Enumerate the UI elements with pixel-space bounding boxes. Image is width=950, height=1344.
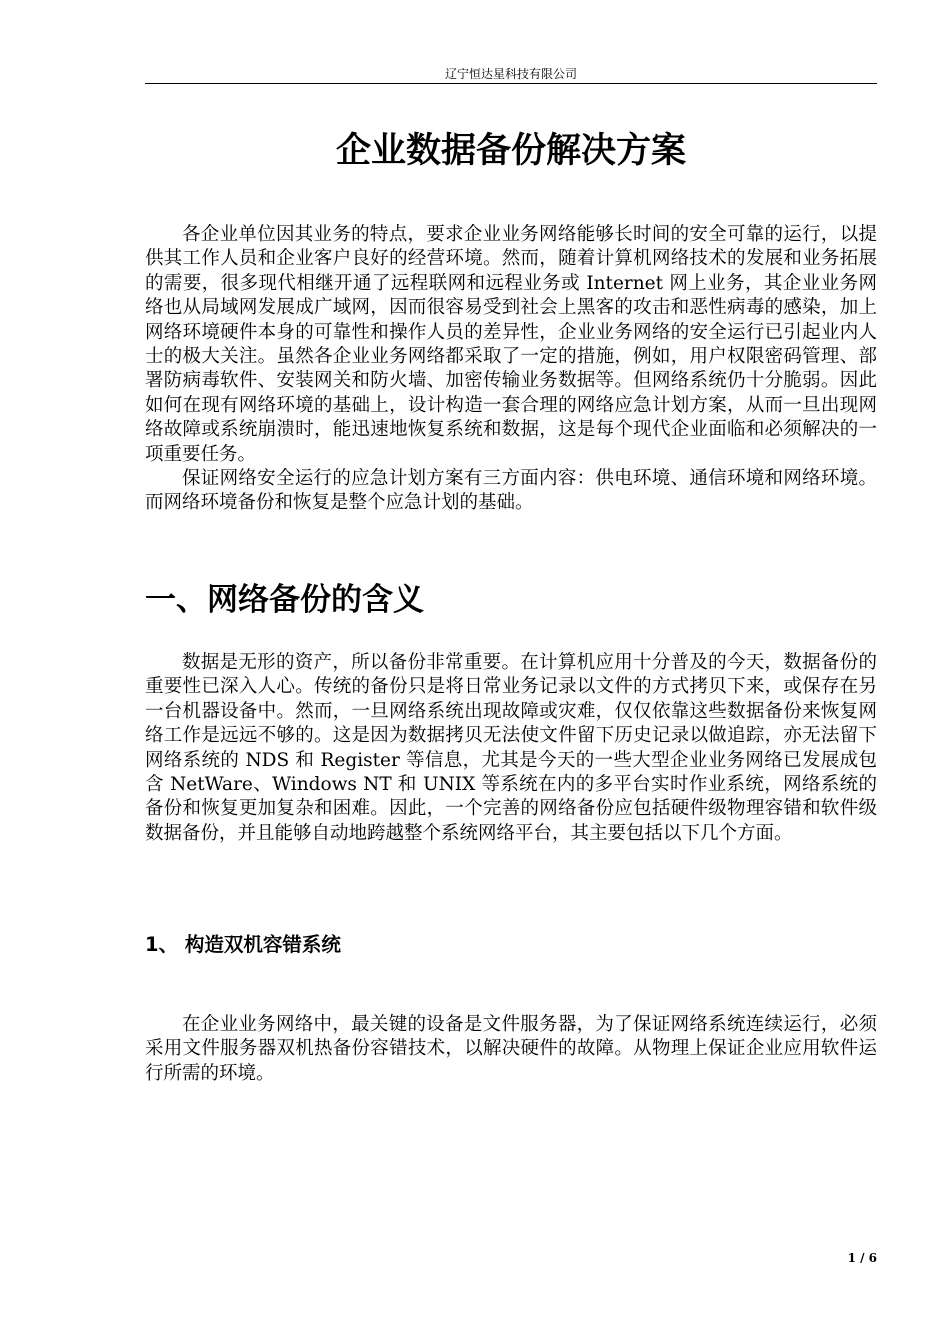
section-1-paragraph-1: 数据是无形的资产，所以备份非常重要。在计算机应用十分普及的今天，数据备份的重要性已深入人心。传统的备份只是将日常业务记录以文件的方式拷贝下来，或保存在另一台机器设备中。然而，一旦网络系统出现故障或灾难，仅仅依靠这些数据备份来恢复网络工作是远远不够的。这是因为数据拷贝无法使文件留下历史记录以做追踪，亦无法留下网络系统的 NDS 和 Register 等信息，尤其是今天的一些大型企业业务网络已发展成包含 NetWare、Windows NT 和 UNIX 等系统在内的多平台实时作业系统，网络系统的备份和恢复更加复杂和困难。因此，一个完善的网络备份应包括硬件级物理容错和软件级数据备份，并且能够自动地跨越整个系统网络平台，其主要包括以下几个方面。: [145, 652, 877, 844]
subsection-1-body: [145, 1013, 877, 1086]
document-title: 企业数据备份解决方案: [335, 131, 686, 171]
section-1-heading: 一、网络备份的含义: [145, 582, 424, 618]
intro-section: [145, 223, 877, 516]
subsection-1-paragraph-1: 在企业业务网络中，最关键的设备是文件服务器，为了保证网络系统连续运行，必须采用文件服务器双机热备份容错技术，以解决硬件的故障。从物理上保证企业应用软件运行所需的环境。: [145, 1014, 877, 1084]
intro-paragraph-1: 各企业单位因其业务的特点，要求企业业务网络能够长时间的安全可靠的运行，以提供其工作人员和企业客户良好的经营环境。然而，随着计算机网络技术的发展和业务拓展的需要，很多现代相继开通了远程联网和远程业务或 Internet 网上业务，其企业业务网络也从局域网发展成广域网，因而很容易受到社会上黑客的攻击和恶性病毒的感染，加上网络环境硬件本身的可靠性和操作人员的差异性，企业业务网络的安全运行已引起业内人士的极大关注。虽然各企业业务网络都采取了一定的措施，例如，用户权限密码管理、部署防病毒软件、安装网关和防火墙、加密传输业务数据等。但网络系统仍十分脆弱。因此如何在现有网络环境的基础上，设计构造一套合理的网络应急计划方案，从而一旦出现网络故障或系统崩溃时，能迅速地恢复系统和数据，这是每个现代企业面临和必须解决的一项重要任务。: [145, 224, 877, 465]
page-number: 1 / 6: [847, 1251, 877, 1265]
header-divider: [145, 83, 877, 84]
subsection-1-heading: 1、 构造双机容错系统: [145, 933, 341, 956]
page-header-company: 辽宁恒达星科技有限公司: [444, 67, 577, 81]
intro-paragraph-2: 保证网络安全运行的应急计划方案有三方面内容：供电环境、通信环境和网络环境。而网络环境备份和恢复是整个应急计划的基础。: [145, 468, 877, 514]
section-1-body: [145, 651, 877, 846]
